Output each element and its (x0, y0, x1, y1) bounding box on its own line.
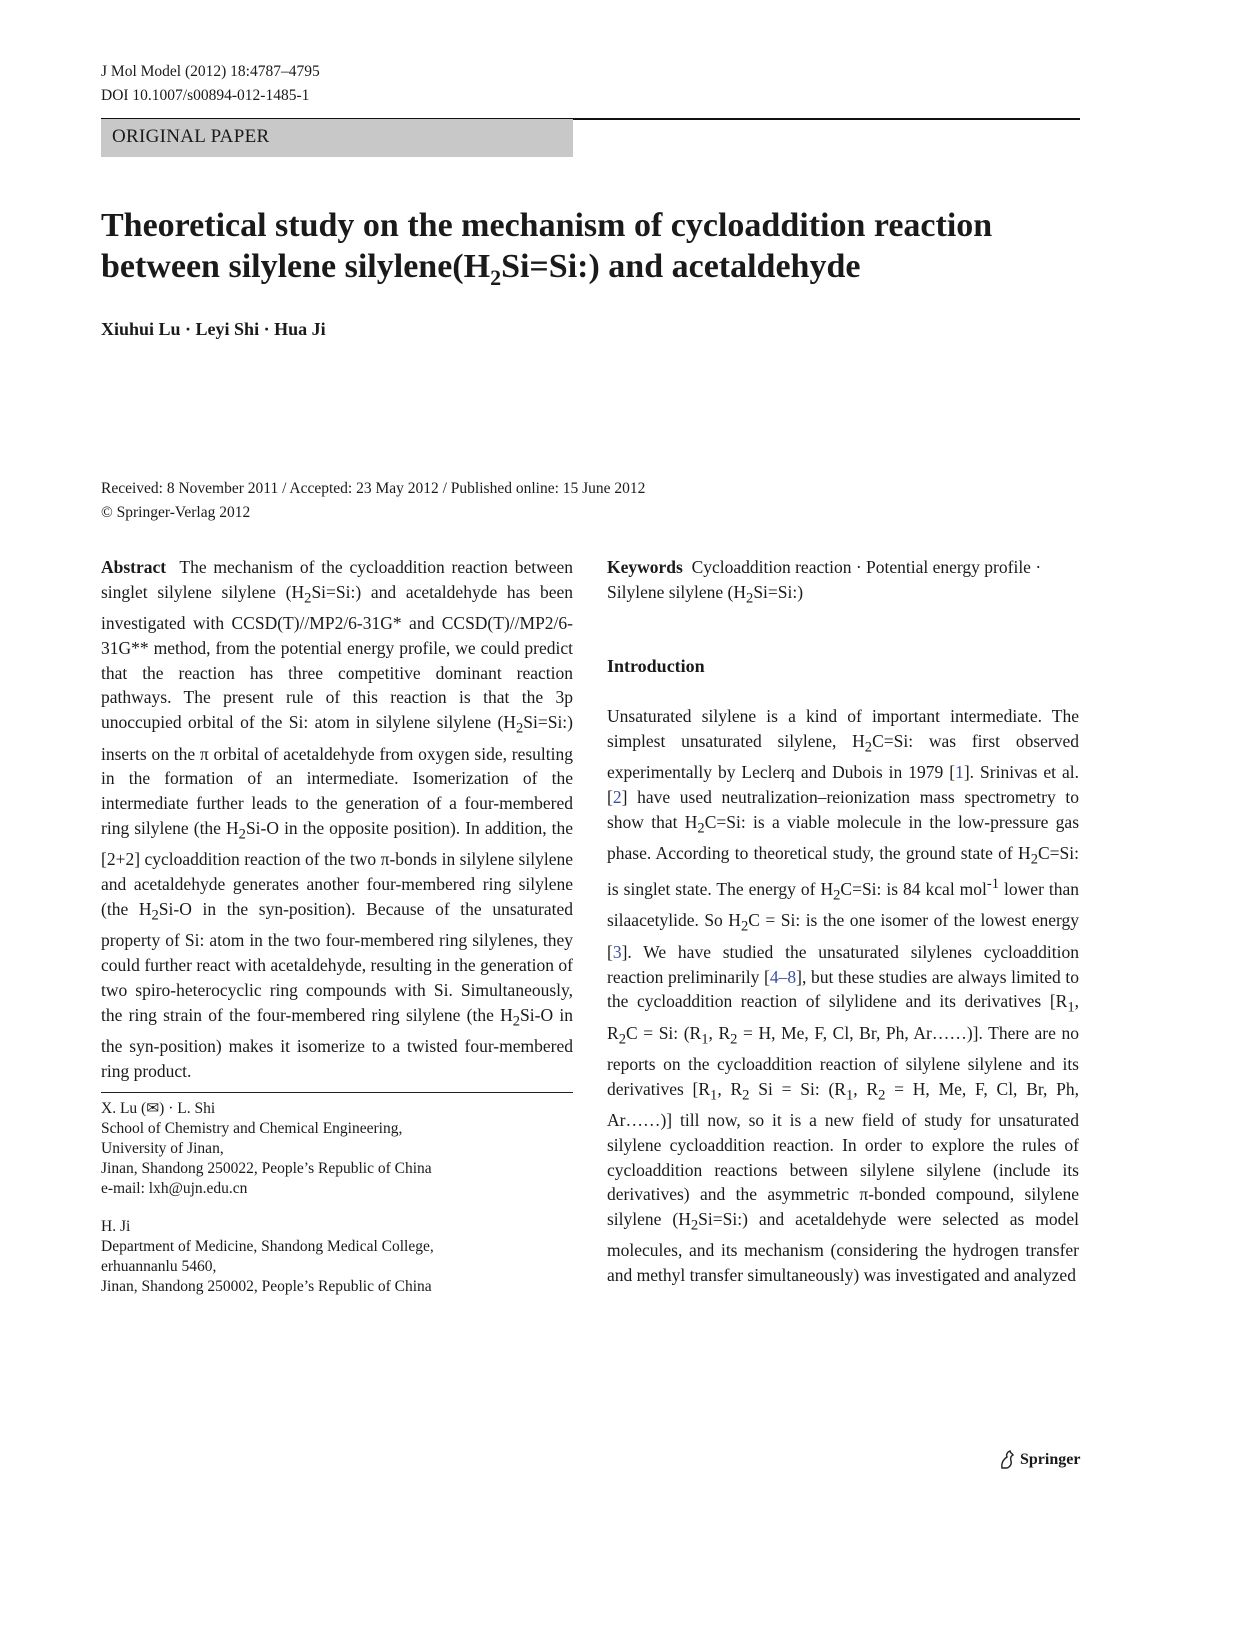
citation-link[interactable]: 2 (612, 786, 622, 807)
article-type-label: ORIGINAL PAPER (112, 126, 270, 147)
article-type-banner (101, 119, 573, 157)
keywords: Keywords Cycloaddition reaction · Potential energy profile · Silylene silylene $(H_2Si=Si:)$ (607, 557, 1042, 607)
doi: DOI 10.1007/s00894-012-1485-1 (101, 87, 310, 104)
citation-link[interactable]: 3 (612, 941, 622, 962)
affiliation-1: X. Lu (✉) · L. Shi School of Chemistry and Chemical Engineering, University of Jinan, Jinan, Shandong 250022, People’s Republic of China e-mail: lxh@ujn.edu.cn (101, 1099, 573, 1199)
introduction-body: Unsaturated silylene is a kind of important intermediate. The simplest unsaturated silylene, $H_2C=Si$: was first observed experimentally by Leclerq and Dubois in 1979 [1]. Srinivas et al. [2] have used neutralization–reionization mass spectrometry to show that $H_2C=Si$: is a viable molecule in the low-pressure gas phase. According to theoretical study, the ground state of $H_2C=Si$: is singlet state. The energy of $H_2C=Si$: is 84 kcal mol$^{-1}$ lower than silaacetylide. So $H_2C = Si$: is the one isomer of the lowest energy [3]. We have studied the unsaturated silylenes cycloaddition reaction preliminarily [4–8], but these studies are always limited to the cycloaddition reaction of silylidene and its derivatives [$R_1$, $R_2C = Si$: ($R_1$, $R_2 = H$, Me, F, Cl, Br, Ph, Ar……)]. There are no reports on the cycloaddition reaction of silylene silylene and its derivatives [$R_1$, $R_2$ Si = Si: ($R_1$, $R_2 = H$, Me, F, Cl, Br, Ph, Ar……)] till now, so it is a new field of study for unsaturated silylene cycloaddition reaction. In order to explore the rules of cycloaddition reactions between silylene silylene (include its derivatives) and the asymmetric π-bonded compound, silylene silylene $(H_2Si=Si:)$ and acetaldehyde were selected as model molecules, and its mechanism (considering the hydrogen transfer and methyl transfer simultaneously) was investigated and analyzed (607, 706, 1080, 1286)
abstract-label: Abstract (101, 557, 167, 577)
footnote-divider (101, 1092, 573, 1093)
paper-title: Theoretical study on the mechanism of cycloaddition reaction between silylene $silylene(H_2Si=Si:)$ and acetaldehyde (101, 207, 993, 290)
publisher-logo (998, 1450, 1080, 1470)
publisher-name: Springer (1020, 1451, 1081, 1468)
citation-link[interactable]: 4–8 (769, 966, 797, 987)
publication-dates: Received: 8 November 2011 / Accepted: 23 May 2012 / Published online: 15 June 2012 © Springer-Verlag 2012 (101, 480, 646, 521)
email-link[interactable]: e-mail: lxh@ujn.edu.cn (101, 1180, 248, 1197)
citation-link[interactable]: 1 (955, 762, 964, 783)
journal-citation: J Mol Model (2012) 18:4787–4795 (101, 63, 320, 80)
section-heading-introduction: Introduction (607, 656, 705, 676)
springer-horse-icon (998, 1450, 1016, 1470)
keywords-label: Keywords (607, 557, 683, 577)
abstract: Abstract The mechanism of the cycloaddition reaction between singlet silylene silylene $(H_2Si=Si:)$ and acetaldehyde has been investigated with CCSD(T)//MP2/6-31G* and CCSD(T)//MP2/6-31G** method, from the potential energy profile, we could predict that the reaction has three competitive dominant reaction pathways. The present rule of this reaction is that the 3p unoccupied orbital of the Si: atom in silylene silylene $(H_2Si=Si:)$ inserts on the π orbital of acetaldehyde from oxygen side, resulting in the formation of an intermediate. Isomerization of the intermediate further leads to the generation of a four-membered ring silylene (the $H_2Si-O$ in the opposite position). In addition, the [2+2] cycloaddition reaction of the two π-bonds in silylene silylene and acetaldehyde generates another four-membered ring silylene (the $H_2Si-O$ in the syn-position). Because of the unsaturated property of Si: atom in the two four-membered ring silylenes, they could further react with acetaldehyde, resulting in the generation of two spiro-heterocyclic ring compounds with Si. Simultaneously, the ring strain of the four-membered ring silylene (the $H_2Si-O$ in the syn-position) makes it isomerize to a twisted four-membered ring product. (101, 557, 574, 1081)
affiliation-2: H. Ji Department of Medicine, Shandong Medical College, erhuannanlu 5460, Jinan, Shandong 250002, People’s Republic of China (101, 1218, 434, 1295)
author-list: Xiuhui Lu · Leyi Shi · Hua Ji (101, 319, 326, 339)
